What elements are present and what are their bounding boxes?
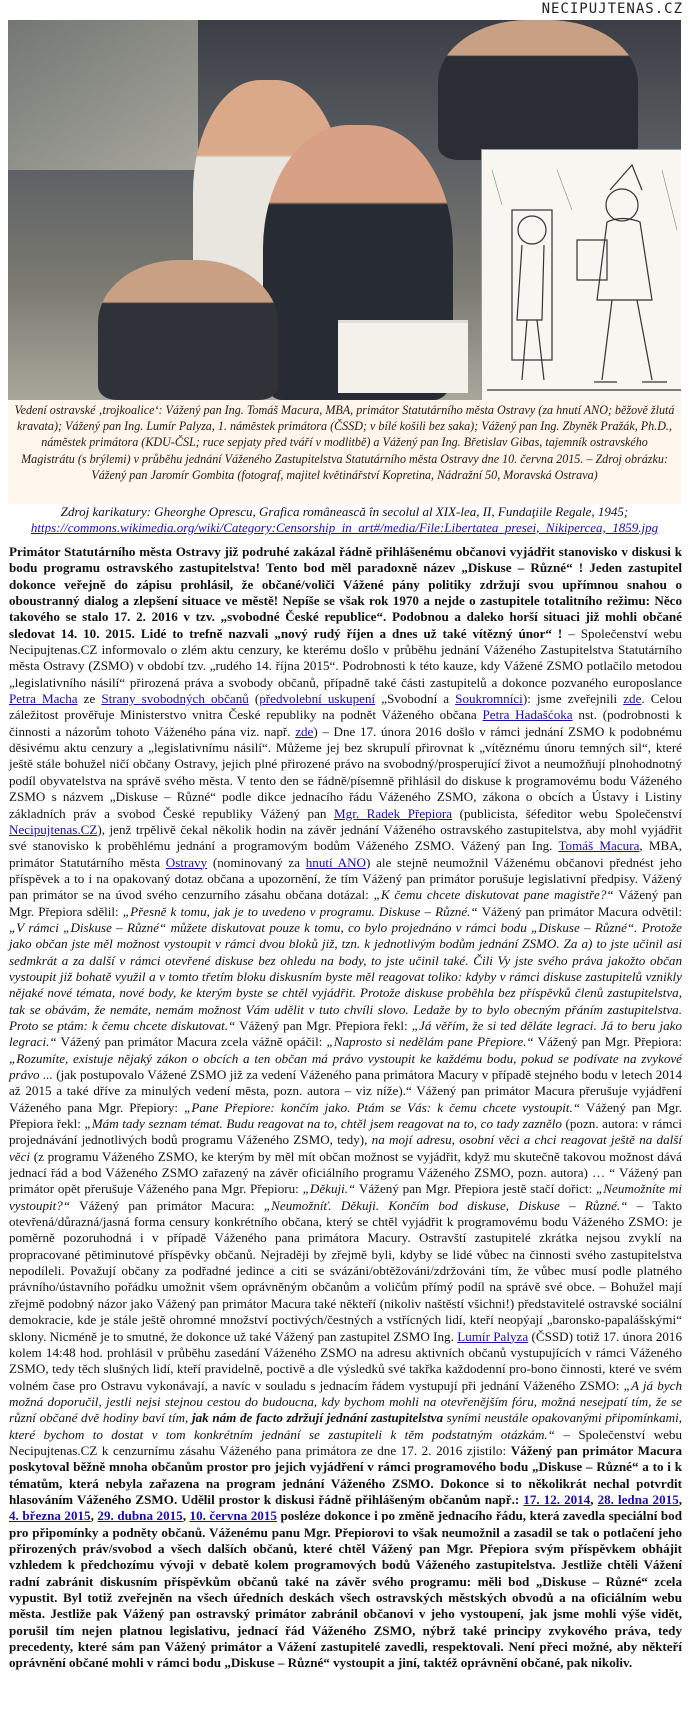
link-hnuti-ano[interactable]: hnutí ANO (305, 854, 367, 870)
text: (publicista, šéfeditor webu Společenství (452, 805, 682, 821)
text: „Svobodní a (375, 691, 456, 707)
bold-text: , (90, 1508, 98, 1524)
quote: „Naprosto si nedělám pane Přepiore.“ (326, 1034, 534, 1050)
quote: syními neustále opakovanými připomínkami, které bychom to dostat v tom konkrétním jednání se zastupiteli k těm podstatným otázkám.“ (9, 1410, 682, 1442)
bold-text: , (678, 1491, 683, 1507)
text: – Společenství webu Necipujtenas.CZ k cenzurnímu zásahu Váženého pana primátora ze dne 17. 2. 2016 zjistilo: (9, 1426, 682, 1458)
source-link[interactable]: https://commons.wikimedia.org/wiki/Category:Censorship_in_art#/media/File:Libertatea_presei,_Nikipercea,_1859.jpg (30, 520, 659, 535)
link-date-5[interactable]: 10. června 2015 (189, 1508, 277, 1524)
bold-text: posléze dokonce i po změně jednacího řádu, která zavedla speciální bod pro připomínky a podněty občanů. Váženému panu Mgr. Přepiorovi to však neumožnil a zasadil se tak o potlačení jeho přirozených práv/svobod a všech dalších občanů, které chtěl Vážený pan Mgr. Přepiora svým příspěvkem obhájit vzhledem k předchozímu vývoji v debatě kolem programových bodů Váženého zastupitelstva. Jestliže chtěli Vážení radní zabránit diskusním příspěvkům občanů také na závěr svého programu: měli bod „Diskuse – Různé“ zcela vypustit. Byl totiž zveřejněn na všech úředních deskách všech ostravských městských obvodů a na oficiálním webu města. Jestliže pak Vážený pan ostravský primátor zabránil občanovi v jeho vystoupení, jak jsme mohli výše vidět, porušil tím nejen platnou legislativu, jednací řád Váženého ZSMO, nýbrž také principy zvykového práva, tedy precedenty, které sám pan Vážený primátor a Vážení zastupitelé zavedli, respektovali. Není přeci možné, aby někteří oprávnění občané mohli v rámci bodu „Diskuse – Různé“ vystoupit a jiní, taktéž oprávnění občané, pak nikoliv. (9, 1508, 683, 1671)
quote: „A já bych možná doporučil, jestli nejsi stejnou cestou do budoucna, kdy bychom mohli na otevřenějším fóru, možná nesejpatí tím, že se různí občané dvě hodiny baví tím, (9, 1377, 683, 1426)
text: nst. (podrobnosti k činnosti a názorům tohoto Váženého pána viz. např. (9, 707, 682, 739)
link-predvolebni-uskupeni[interactable]: předvolební uskupení (259, 691, 376, 707)
bold-text: , (182, 1508, 190, 1524)
quote: „Neumožníť. Děkuji. Končím bod diskuse, Diskuse – Různé.“ (263, 1197, 628, 1213)
link-date-2[interactable]: 28. ledna 2015 (597, 1491, 679, 1507)
link-soukromnici[interactable]: Soukromníci (455, 691, 523, 707)
person-front-left (98, 260, 278, 400)
quote: „Rozumíte, existuje nějaký zákon o obcích a ten občan má právo vystoupit ke každému bodu, pokud se podívate na zvykové právo ... (9, 1050, 682, 1082)
quote: „Neumožníte mi vystoupit?“ (9, 1181, 682, 1213)
quote: na mojí adresu, osobní věci a chci reagovat ještě na další věci (9, 1132, 683, 1164)
article-lead: Primátor Statutárního města Ostravy již podruhé zakázal řádně přihlášenému občanovi vyjádřit stanovisko v diskusi k bodu programu ostravského zastupitelstva! Tento bod měl paradoxně název „Diskuse – Různé“ ! Jeden zastupitel dokonce veřejně do zápisu prohlásil, že občané/voliči Vážené pány politiky zdržují svou upřímnou snahou o oboustranný dialog a zlepšení situace ve městě! Nepíše se však rok 1970 a nejde o zastupitele totalitního režimu: Něco takového se stalo 17. 2. 2016 v tzv. „svobodné České republice“. Podobnou a daleko horší situaci již mohli občané sledovat 14. 10. 2015. Lidé to trefně nazvali „nový rudý říjen a dnes už také vítězný únor“ ! (9, 544, 682, 641)
text: ( (248, 691, 260, 707)
text: ) – Dne 17. února 2016 došlo v rámci jednání ZSMO k podobnému děsivému aktu cenzury a „legislativnímu násilí“. Můžeme jej bez skrupulí přirovnat k „vítěznému únoru temných sil“, které ještě stále bohužel ničí občany Ostravy, jejich plné přirozené právo na svobodný/prosperující život a neumožňují plnohodnotný podíl obyvatelstva na správě svého města. V tento den se řádně/písemně přihlásil do diskuse k programovému bodu Váženého ZSMO s názvem „Diskuse – Různé“ podle dikce jednacího řádu Váženého ZSMO, zákona o obcích a Ústavy i Listiny základních práv a svobod České republiky Vážený pan (9, 723, 682, 821)
photo-caption: Vedení ostravské ‚trojkoalice‘: Vážený pan Ing. Tomáš Macura, MBA, primátor Statutárního města Ostravy (za hnutí ANO; běžově žlutá kravata); Vážený pan Ing. Lumír Palyza, 1. náměstek primátora (ČSSD; v bílé košili bez saka); Vážený pan Ing. Zbyněk Pražák, Ph.D., náměstek primátora (KDU-ČSL; ruce sepjaty před tváří v modlitbě) a Vážený pan Ing. Břetislav Gibas, tajemník ostravského Magistrátu (s brýlemi) v průběhu jednání Váženého Zastupitelstva Statutárního města Ostravy dne 10. června 2015. – Zdroj obrázku: Vážený pan Jaromír Gombita (fotograf, majitel květinářství Kopretina, Nádražní 50, Moravská Ostrava) (8, 400, 681, 504)
quote: „Mám tady seznam témat. Budu reagovat na to, chtěl jsem reagovat na to, co tady zaznělo (84, 1116, 562, 1132)
text: ) ale stejně neumožnil Váženému občanovi přednést jeho příspěvek a to i na opakovaný dotaz občana a upozornění, že tím Vážený pan primátor porušuje legislativní předpisy. Vážený pan primátor se na úvod svého cenzurního zásahu občana dotázal: (9, 854, 682, 903)
link-zde-2[interactable]: zde (295, 723, 314, 739)
text: – Společenství webu Necipujtenas.CZ informovalo o zlém aktu cenzury, ke kterému došlo v průběhu jednání Váženého Zastupitelstva Statutárního města Ostravy (ZSMO) v období tzv. „rudého 14. října 2015“. Podrobnosti k této kauze, kdy Vážené ZSMO potlačilo metodou „legislativního násilí“ přirozená práva a svobody občanů, případně také části zastupitelů a dokonce pozvaného europoslance (9, 625, 682, 690)
text: Vážený pan primátor Macura: (70, 1197, 264, 1213)
text: (z programu Váženého ZSMO, ke kterým by měl mít občan možnost se vyjádřit, když mu skutečně takovou možnost dává jednací řád a bod Váženého ZSMO zařazený na závěr oficiálního programu Váženého ZSMO, pozn. autora) … “ Vážený pan primátor opět přerušuje Váženého pana Mgr. Přepioru: (9, 1148, 682, 1197)
site-logo-text: NECIPUJTENAS.CZ (541, 1, 683, 17)
quote: „Přesně k tomu, jak je to uvedeno v programu. Diskuse – Různé.“ (122, 903, 478, 919)
cartoon-drawing (482, 150, 681, 400)
text: (nominovaný za (207, 854, 306, 870)
text: ): jsme zveřejnili (522, 691, 624, 707)
window-background (8, 20, 198, 170)
cartoon-source (8, 504, 681, 536)
link-petr-mach[interactable]: Petra Macha (9, 691, 78, 707)
quote: „Já věřím, že si ted děláte legraci. Já to beru jako legraci.“ (9, 1017, 682, 1050)
source-text: Zdroj karikatury: Gheorghe Oprescu, Grafica românească în secolul al XIX-lea, II, Fundaţiile Regale, 1945; (60, 504, 629, 519)
link-date-3[interactable]: 4. března 2015 (9, 1508, 91, 1524)
text: Vážený pan Mgr. Přepiora jestě stačí dořict: (355, 1181, 596, 1197)
bold-text: , (590, 1491, 598, 1507)
link-strana-svobodnych[interactable]: Strany svobodných občanů (101, 691, 249, 707)
paper-stack (338, 320, 468, 393)
quote: „V rámci „Diskuse – Různé“ můžete diskutovat pouze k tomu, co bylo projednáno v rámci bodu „Diskuse – Různé“. Protože jako občan jste měl možnost vystoupit v rámci dvou bloků již, tzn. k jednotlivým bodům jednání ZSMO. Za a) to jste učinil asi sedmkrát a za další v rámci otevřené diskuse bez ohledu na body, to jste učinil také. Čili Vy jste svého práva jakožto občan vystoupit již bohatě využil a v tomto třetím bloku diskusním byste měl reagovat toliko: kdyby v rámci diskuse zastupitelů vznikly nějaké nové témata, nové body, ke kterým byste se chtěl vyjádřit. Protože diskuse proběhla bez příspěvků členů zastupitelstva, tak se obávám, že nemáte, nemám možnost Vám udělit v tuto chvíli slovo. Ledaže by to bylo obecným přáním zastupitelstva. Proto se ptám: k čemu chcete diskutovat.“ (9, 919, 682, 1033)
link-lumir-palyza[interactable]: Lumír Palyza (457, 1328, 529, 1344)
text: ze (77, 691, 102, 707)
text: Vážený pan Mgr. Přepiora řekl: (9, 1099, 682, 1132)
link-necipujtenas[interactable]: Necipujtenas.CZ (9, 821, 98, 837)
text: Vážený pan primátor Macura zcela vážně opáčil: (56, 1034, 327, 1050)
person-right-back (438, 20, 638, 160)
article-body (9, 544, 682, 1672)
link-ostravy[interactable]: Ostravy (165, 854, 208, 870)
link-date-1[interactable]: 17. 12. 2014 (523, 1491, 591, 1507)
quote-emphasis: jak nám de facto zdržují jednání zastupitelstva (188, 1410, 444, 1426)
text: . Celou záležitost prověřuje Ministerstvo vnitra České republiky na podnět Váženého občana (9, 691, 683, 723)
link-date-4[interactable]: 29. dubna 2015 (97, 1508, 183, 1524)
text: (pozn. autora: v rámci projednávání jednotlivých bodů programu Váženého ZSMO, tedy), (9, 1116, 682, 1148)
link-radek-prepiora[interactable]: Mgr. Radek Přepiora (334, 805, 453, 821)
text: Vážený pan Mgr. Přepiora řekl: (235, 1017, 412, 1033)
quote: „Pane Přepiore: končím jako. Ptám se Vás: k čemu chcete vystoupit.“ (184, 1099, 581, 1115)
quote: „K čemu chcete diskutovat pane magistře?“ (373, 887, 614, 903)
text: (ČSSD) totiž 17. února 2016 kolem 14:48 hod. prohlásil v průběhu zasedání Váženého ZSMO na adresu aktivních občanů vystupujících v rámci Váženého ZSMO, tedy těch slušných lidí, kteří pravidelně, poctivě a dle výsledků své takřka každodenní pro-bono činnosti, které ve svém volném čase pro Ostravu vykonávají, a navíc v souladu s jednacím řádem vystupují při jednání Váženého ZSMO: (9, 1328, 683, 1393)
text: Vážený pan Mgr. Přepiora: (533, 1034, 682, 1050)
censorship-cartoon (481, 149, 681, 400)
text: (jak postupovalo Vážené ZSMO již za vedení Váženého pana primátora Macury v případě stejného bodu v letech 2014 až 2015 a také dříve za minulých vedení města, pozn. autora – viz níže).“ Vážený pan primátor Macura přerušuje vyjádření Váženého pana Mgr. Přepiory: (9, 1067, 682, 1115)
link-petr-hadascok[interactable]: Petra Hadašćoka (482, 707, 573, 723)
text: ), jenž trpělivě čekal několik hodin na závěr jednání Váženého ostravského zastupitelstva, aby mohl vyjádřit své stanovisko k proběhlému jednání a programovým bodům Váženého ZSMO. Vážený pan Ing. (9, 821, 682, 854)
text: – Takto otevřená/důrazná/jasná forma censury konkrétního občana, který se chtěl vyjádřit k programovému bodu Váženého ZSMO: je poměrně pozoruhodná i v případě Váženého pana primátora Macury. Ostravští zastupitelé zkrátka nejsou zvyklí na propracované pětiminutové příspěvky občanů. Nejraději by zřejmě byli, kdyby se lidé vůbec na činnosti svého zastupitelstva nepodíleli. Považují občany za podřadné jedince a citi se svázáni/obtěžováni/zdržováni tím, že vůbec musí podle platného právního/ústavního pořádku umožnit všem oprávněným občanům a voličům přímý podíl na správě své obce. – Bohužel mají zřejmě podobný názor jako Vážený pan primátor Macura také někteří (nikoliv naštěstí všichni!) představitelé ostravské sociální demokracie, kde je stále ještě ohromné množství poctivých/čestných a vstřícných lidí, kteří neopýají „baronsko-papalášskými“ sklony. Nicméně je to smutné, že dokonce už také Vážený pan zastupitel ZSMO Ing. (9, 1197, 683, 1344)
text: Vážený pan Mgr. Přepiora sdělil: (9, 887, 683, 919)
bold-text: Vážený pan primátor Macura poskytoval běžně mnoha občanům prostor pro jejich vyjádření v rámci programového bodu „Diskuse – Různé“ a to i k tématům, která nebyla zařazena na program jednání Váženého ZSMO. Dokonce si to několikrát nechal potvrdit hlasováním Váženého ZSMO. Udělil prostor k diskusi řádně přihlášeným občanům např.: (9, 1442, 682, 1507)
link-tomas-macura[interactable]: Tomáš Macura (558, 838, 640, 854)
council-meeting-photo (8, 20, 681, 400)
quote: „Děkuji.“ (302, 1181, 356, 1197)
text: , MBA, primátor Statutárního města (9, 838, 683, 870)
text: Vážený pan primátor Macura odvětil: (477, 903, 682, 919)
link-zde-1[interactable]: zde (623, 691, 642, 707)
